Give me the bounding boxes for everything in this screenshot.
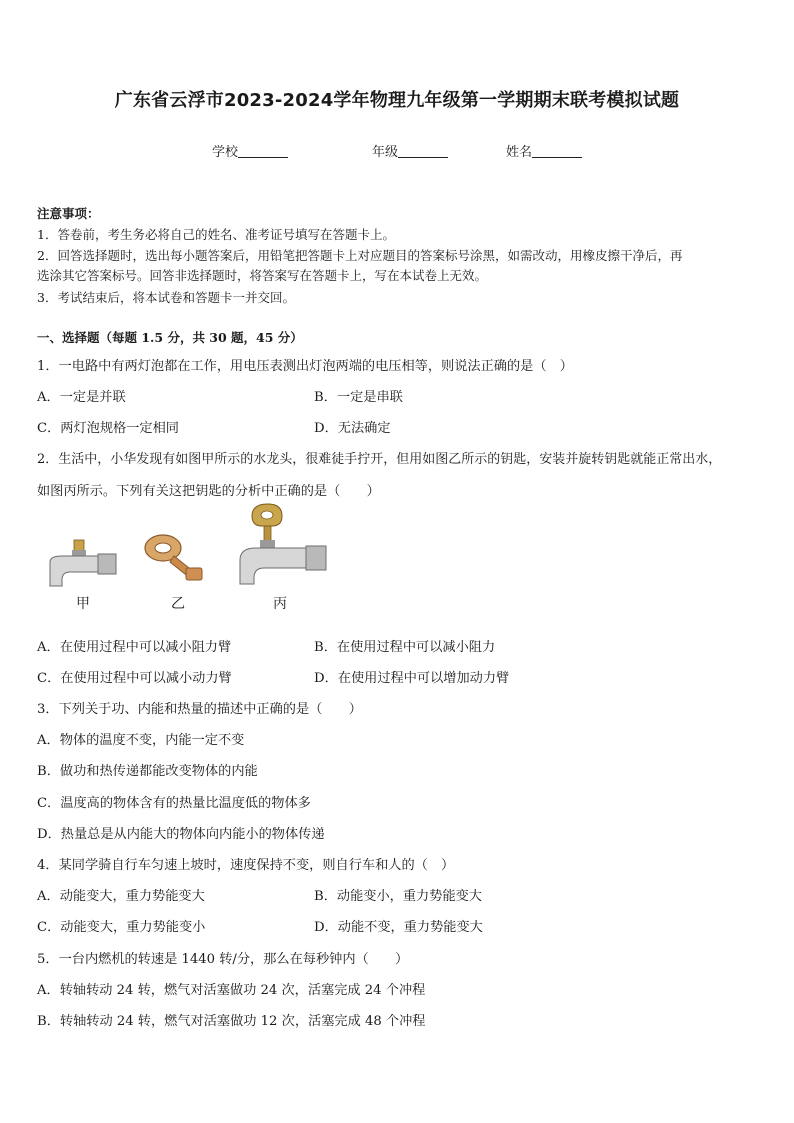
question-stem: 5．一台内燃机的转速是 1440 转/分，那么在每秒钟内（ ） [37, 952, 409, 967]
section-heading: 一、选择题（每题 1.5 分，共 30 题，45 分） [37, 330, 303, 345]
option-c: C．两灯泡规格一定相同 [37, 421, 179, 436]
figure-label-bing: 丙 [273, 596, 287, 612]
option-a: A．转轴转动 24 转，燃气对活塞做功 24 次，活塞完成 24 个冲程 [37, 983, 426, 998]
school-field [212, 141, 288, 160]
key-icon [145, 535, 202, 580]
name-label: 姓名 [506, 145, 533, 160]
notice-item: 选涂其它答案标号。回答非选择题时，将答案写在答题卡上，写在本试卷上无效。 [37, 268, 488, 283]
school-blank [238, 145, 288, 158]
option-b: B．动能变小，重力势能变大 [314, 889, 482, 904]
figure-label-jia: 甲 [76, 596, 90, 612]
option-b: B．做功和热传递都能改变物体的内能 [37, 764, 258, 779]
option-c: C．在使用过程中可以减小动力臂 [37, 671, 232, 686]
option-b: B．在使用过程中可以减小阻力 [314, 640, 496, 655]
question-stem: 2．生活中，小华发现有如图甲所示的水龙头，很难徒手拧开，但用如图乙所示的钥匙，安装并旋转钥匙就能正常出水， [37, 452, 722, 467]
faucet-icon [50, 540, 116, 586]
option-b: B．一定是串联 [314, 390, 403, 405]
notice-item: 2．回答选择题时，选出每小题答案后，用铅笔把答题卡上对应题目的答案标号涂黑，如需改动，用橡皮擦干净后，再 [37, 248, 683, 263]
grade-label: 年级 [372, 145, 399, 160]
option-a: A．动能变大，重力势能变大 [37, 889, 205, 904]
notice-item: 1．答卷前，考生务必将自己的姓名、准考证号填写在答题卡上。 [37, 227, 395, 242]
option-d: D．动能不变，重力势能变大 [314, 920, 483, 935]
name-field [506, 141, 582, 160]
school-label: 学校 [212, 145, 239, 160]
page-title: 广东省云浮市2023-2024学年物理九年级第一学期期末联考模拟试题 [114, 90, 680, 111]
grade-field [372, 141, 448, 160]
option-a: A．物体的温度不变，内能一定不变 [37, 733, 245, 748]
question-stem: 1．一电路中有两灯泡都在工作，用电压表测出灯泡两端的电压相等，则说法正确的是（ ） [37, 359, 573, 374]
faucet-with-key-icon [240, 504, 326, 584]
option-c: C．温度高的物体含有的热量比温度低的物体多 [37, 796, 311, 811]
option-b: B．转轴转动 24 转，燃气对活塞做功 12 次，活塞完成 48 个冲程 [37, 1014, 426, 1029]
notice-heading: 注意事项： [37, 206, 100, 221]
option-d: D．在使用过程中可以增加动力臂 [314, 671, 510, 686]
option-a: A．在使用过程中可以减小阻力臂 [37, 640, 232, 655]
notice-item: 3．考试结束后，将本试卷和答题卡一并交回。 [37, 290, 295, 305]
option-c: C．动能变大，重力势能变小 [37, 920, 206, 935]
option-d: D．热量总是从内能大的物体向内能小的物体传递 [37, 827, 325, 842]
grade-blank [398, 145, 448, 158]
figure-label-yi: 乙 [171, 596, 185, 612]
question-stem-continued: 如图丙所示。下列有关这把钥匙的分析中正确的是（ ） [37, 484, 380, 499]
option-d: D．无法确定 [314, 421, 391, 436]
question-stem: 4．某同学骑自行车匀速上坡时，速度保持不变，则自行车和人的（ ） [37, 858, 455, 873]
name-blank [532, 145, 582, 158]
question-stem: 3．下列关于功、内能和热量的描述中正确的是（ ） [37, 702, 362, 717]
option-a: A．一定是并联 [37, 390, 126, 405]
